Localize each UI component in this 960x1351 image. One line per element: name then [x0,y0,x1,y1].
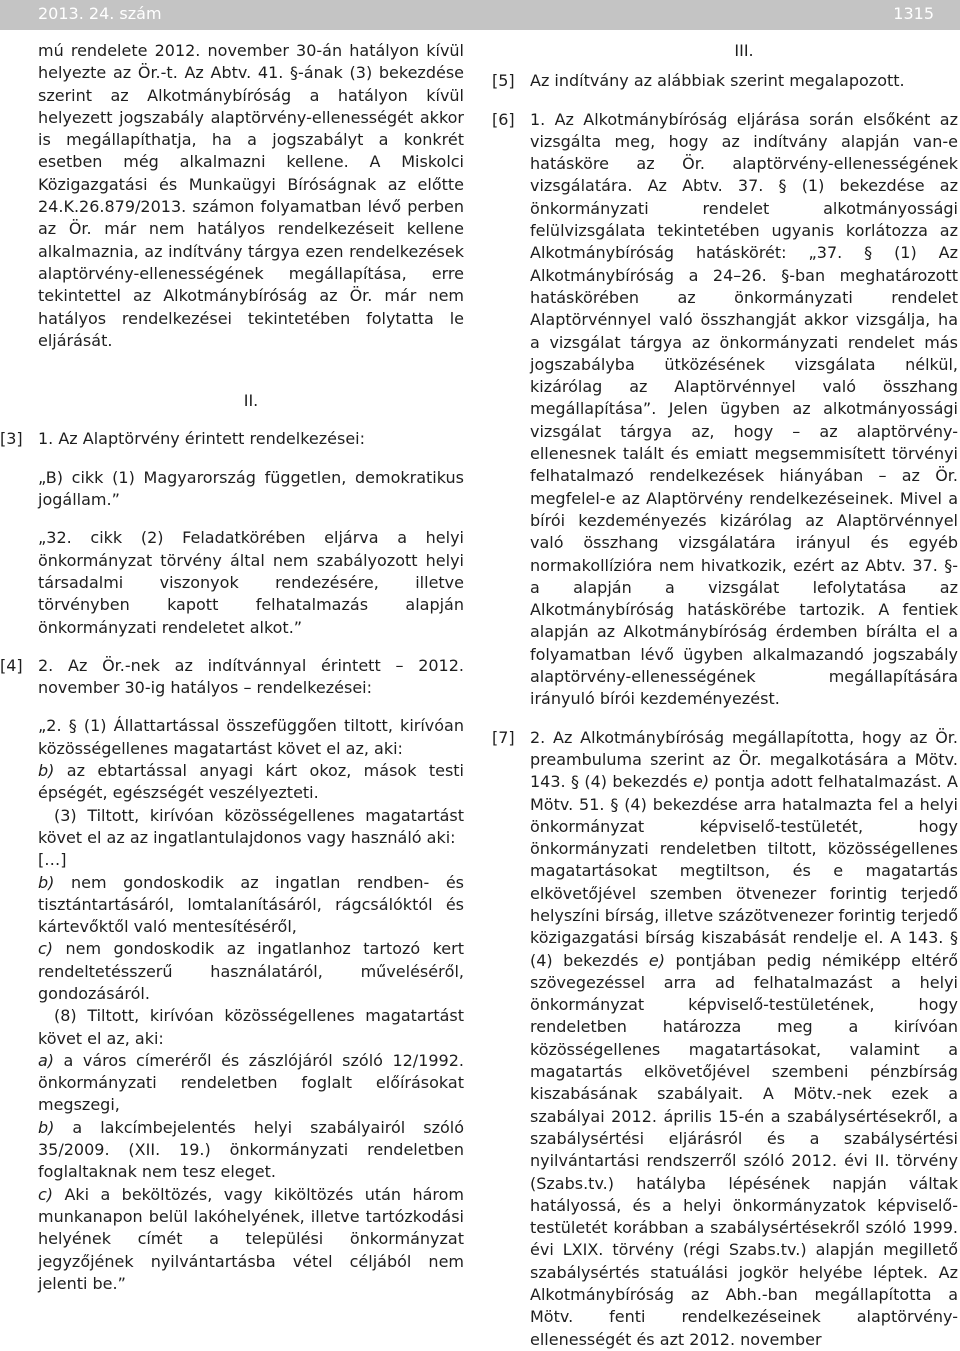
paragraph-marker: [4] [0,655,23,675]
paragraph-5 [492,70,958,92]
point-label: a) [38,1050,55,1070]
quote-line: b) az ebtartással anyagi kárt okoz, mások testi épségét, egészségét veszélyezteti. [38,761,464,803]
point-label: b) [38,1117,55,1137]
paragraph-text: 1. Az Alkotmánybíróság eljárása során elsőként az vizsgálta meg, hogy az indítvány alapján van-e hatásköre az Ör. alaptörvény-ellenességének vizsgálatára. Az Abtv. 37. § (1) bekezdése az önkormányzati rendelet alkotmányossági felülvizsgálata tekintetében ugyanis korlátozza az Alkotmánybíróság hatáskörét: „37. § (1) Az Alkotmánybíróság a 24–26. §-ban meghatározott hatáskörében az önkormányzati rendelet Alaptörvénnyel való összhangját akkor vizsgálja, ha a vizsgálat tárgya az önkormányzati rendelet más jogszabályba ütközésének vizsgálata nélkül, kizárólag az Alaptörvénnyel való összhang megállapítása”. Jelen ügyben az alkotmányossági vizsgálat tárgya az, hogy – az alaptörvény-ellenesnek talált és emiatt megsemmisített törvényi felhatalmazó rendelkezések hiányában – az Ör. megfelel-e az Alaptörvény rendelkezéseinek. Mivel a bírói kezdeményezés kizárólag az Alaptörvénnyel való összhang vizsgálatára irányul és egyéb normakollízióra nem hivatkozik, ezért az Abtv. 37. §-a alapján a vizsgálat lefolytatása az Alkotmánybíróság hatáskörébe tartozik. A fentiek alapján az Alkotmánybíróság érdemben bírálta el a folyamatban lévő ügyben alkalmazandó jogszabály alaptörvény-ellenességének megállapítására irányuló bírói kezdeményezést. [530,109,958,709]
page-number: 1315 [893,4,934,23]
paragraph-marker: [7] [492,727,515,747]
paragraph-text: Az indítvány az alábbiak szerint megalapozott. [530,71,905,91]
paragraph-marker: [3] [0,429,23,449]
section-heading-iii: III. [734,41,754,60]
quote-ellipsis: […] [38,850,67,870]
paragraph-marker: [6] [492,109,515,129]
right-column [492,40,958,1351]
quote-line: (3) Tiltott, kirívóan közösségellenes magatartást követ el az az ingatlantulajdonos vagy használó aki: [38,805,464,847]
quote-line: (8) Tiltott, kirívóan közösségellenes magatartást követ el az, aki: [38,1006,464,1048]
quote-line: b) nem gondoskodik az ingatlan rendben- és tisztántartásáról, lomtalanításáról, rágcsálóktól és kártevőktől való mentesítéséről, [38,872,464,937]
paragraph-4 [0,655,464,700]
quote-line: b) a lakcímbejelentés helyi szabályairól szóló 35/2009. (XII. 19.) önkormányzati rendeletben foglaltaknak nem tesz eleget. [38,1117,464,1182]
quote-line: c) Aki a beköltözés, vagy kiköltözés után három munkanapon belül lakóhelyének, illetve tartózkodási helyének címét a települési önkormányzat jegyzőjének nyilvántartásba vétel céljából nem jelenti be.” [38,1184,464,1293]
quote-line: c) nem gondoskodik az ingatlanhoz tartozó kert rendeltetésszerű használatáról, műveléséről, gondozásáról. [38,939,464,1003]
quote-article-b: „B) cikk (1) Magyarország független, demokratikus jogállam.” [38,467,464,510]
issue-label: 2013. 24. szám [38,4,162,23]
paragraph-6 [492,109,958,711]
point-label: c) [38,939,54,959]
point-label: b) [38,761,55,781]
paragraph-text: 2. Az Alkotmánybíróság megállapította, hogy az Ör. preambuluma szerint az Ör. megalkotására a Mötv. 143. § (4) bekezdés e) pontja adott felhatalmazást. A Mötv. 51. § (4) bekezdése arra hatalmazta fel a helyi önkormányzat képviselő-testületét, hogy önkormányzati rendeletben tiltott, közösségellenes magatartásokat megtiltson, és e magatartás elkövetőjével szemben ötvenezer forintig terjedő helyszíni bírság, illetve százötvenezer forintig terjedő közigazgatási bírság kiszabását rendelje el. A 143. § (4) bekezdés e) pontjában pedig némiképp eltérő szövegezéssel arra ad felhatalmazást a helyi önkormányzat képviselő-testületének, hogy rendeletben határozza meg a kirívóan közösségellenes magatartásokat, valamint a magatartás elkövetőjével szembeni pénzbírság kiszabásának szabályait. A Mötv.-nek ezek a szabályai 2012. április 15-én a szabálysértésekről, a szabálysértési eljárásról és a szabálysértési nyilvántartási rendszerről szóló 2012. évi II. törvény (Szabs.tv.) hatályba lépésének napján váltak hatályossá, és a helyi önkormányzatok képviselő-testületét korábban a szabálysértésekről szóló 1999. évi LXIX. törvény (régi Szabs.tv.) alapján megillető szabálysértés statuálási jogkör helyébe léptek. Az Alkotmánybíróság az Abh.-ban megállapította a Mötv. fenti rendelkezéseinek alaptörvény-ellenességét és azt 2012. november [530,727,958,1349]
quote-line: a) a város címeréről és zászlójáról szóló 12/1992. önkormányzati rendeletben foglalt előírásokat megszegi, [38,1050,464,1115]
paragraph-continued: mú rendelete 2012. november 30-án hatályon kívül helyezte az Ör.-t. Az Abtv. 41. §-ának (3) bekezdése szerint az Alkotmánybíróság a hatályon kívül helyezett jogszabály alaptörvény-ellenességét akkor is megállapíthatja, ha a jogszabályt a konkrét esetben még alkalmazni kellene. A Miskolci Közigazgatási és Munkaügyi Bíróságnak az előtte 24.K.26.879/2013. számon folyamatban lévő perben az Ör. már nem hatályos rendelkezéseit kellene alkalmaznia, az indítvány tárgya ezen rendelkezések alaptörvény-ellenességének megállapítása, erre tekintettel az Alkotmánybíróság az Ör. már nem hatályos rendelkezései tekintetében folytatta le eljárását. [38,41,464,350]
quote-line: „2. § (1) Állattartással összefüggően tiltott, kirívóan közösségellenes magatartást követ el az, aki: [38,716,464,758]
paragraph-text: 1. Az Alaptörvény érintett rendelkezései: [38,429,365,449]
point-label: c) [38,1184,54,1204]
paragraph-text: 2. Az Ör.-nek az indítvánnyal érintett – 2012. november 30-ig hatályos – rendelkezései: [38,655,464,698]
quote-article-32: „32. cikk (2) Feladatkörében eljárva a helyi önkormányzat törvény által nem szabályozott helyi társadalmi viszonyok rendezésére, illetve törvényben kapott felhatalmazás alapján önkormányzati rendeletet alkot.” [38,528,464,637]
left-column [0,40,464,1295]
point-label: b) [38,872,55,892]
section-heading-ii: II. [243,391,259,411]
page-header [0,0,960,30]
paragraph-7 [492,727,958,1351]
paragraph-3 [0,428,464,450]
paragraph-marker: [5] [492,71,515,91]
